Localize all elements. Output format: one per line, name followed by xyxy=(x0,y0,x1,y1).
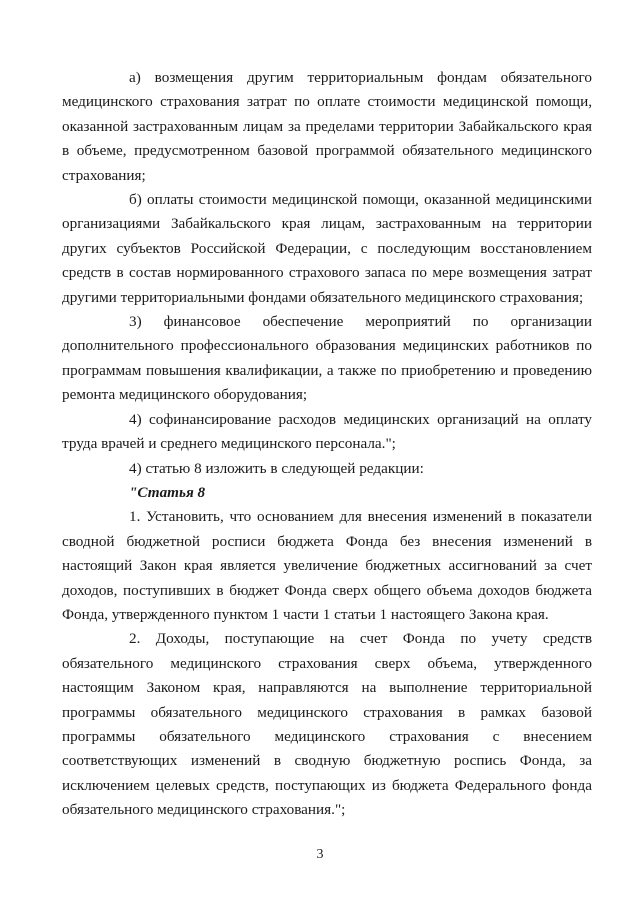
article-heading: "Статья 8 xyxy=(129,483,206,501)
article-paragraph-2: 2. Доходы, поступающие на счет Фонда по учету средств обязательного медицинского страхования сверх объема, утвержденного настоящим Законом края, направляются на выполнение территориальной программы обязательного медицинского страхования в рамках базовой программы обязательного медицинского страхования с внесением соответствующих изменений в сводную бюджетную роспись Фонда, за исключением целевых средств, поступающих из бюджета Федерального фонда обязательного медицинского страхования."; xyxy=(62,630,592,819)
paragraph-item-3: 3) финансовое обеспечение мероприятий по организации дополнительного профессионального образования медицинских работников по программам повышения квалификации, а также по приобретению и проведению ремонта медицинского оборудования; xyxy=(62,313,592,404)
page-number: 3 xyxy=(316,847,324,862)
paragraph-item-a: а) возмещения другим территориальным фондам обязательного медицинского страхования затрат по оплате стоимости медицинской помощи, оказанной застрахованным лицам за пределами территории Забайкальского края в объеме, предусмотренном базовой программой обязательного медицинского страхования; xyxy=(62,69,592,184)
document-body xyxy=(62,66,592,823)
paragraph-item-4-article8: 4) статью 8 изложить в следующей редакции: xyxy=(129,459,424,477)
article-paragraph-1: 1. Установить, что основанием для внесения изменений в показатели сводной бюджетной росписи бюджета Фонда без внесения изменений в настоящий Закон края является увеличение бюджетных ассигнований за счет доходов, поступивших в бюджет Фонда сверх общего объема доходов бюджета Фонда, утвержденного пунктом 1 части 1 статьи 1 настоящего Закона края. xyxy=(62,508,592,623)
paragraph-item-4: 4) софинансирование расходов медицинских организаций на оплату труда врачей и среднего медицинского персонала."; xyxy=(62,410,592,453)
paragraph-item-b: б) оплаты стоимости медицинской помощи, оказанной медицинскими организациями Забайкальского края лицам, застрахованным на территории других субъектов Российской Федерации, с последующим восстановлением средств в состав нормированного страхового запаса по мере возмещения затрат другими территориальными фондами обязательного медицинского страхования; xyxy=(62,191,592,306)
